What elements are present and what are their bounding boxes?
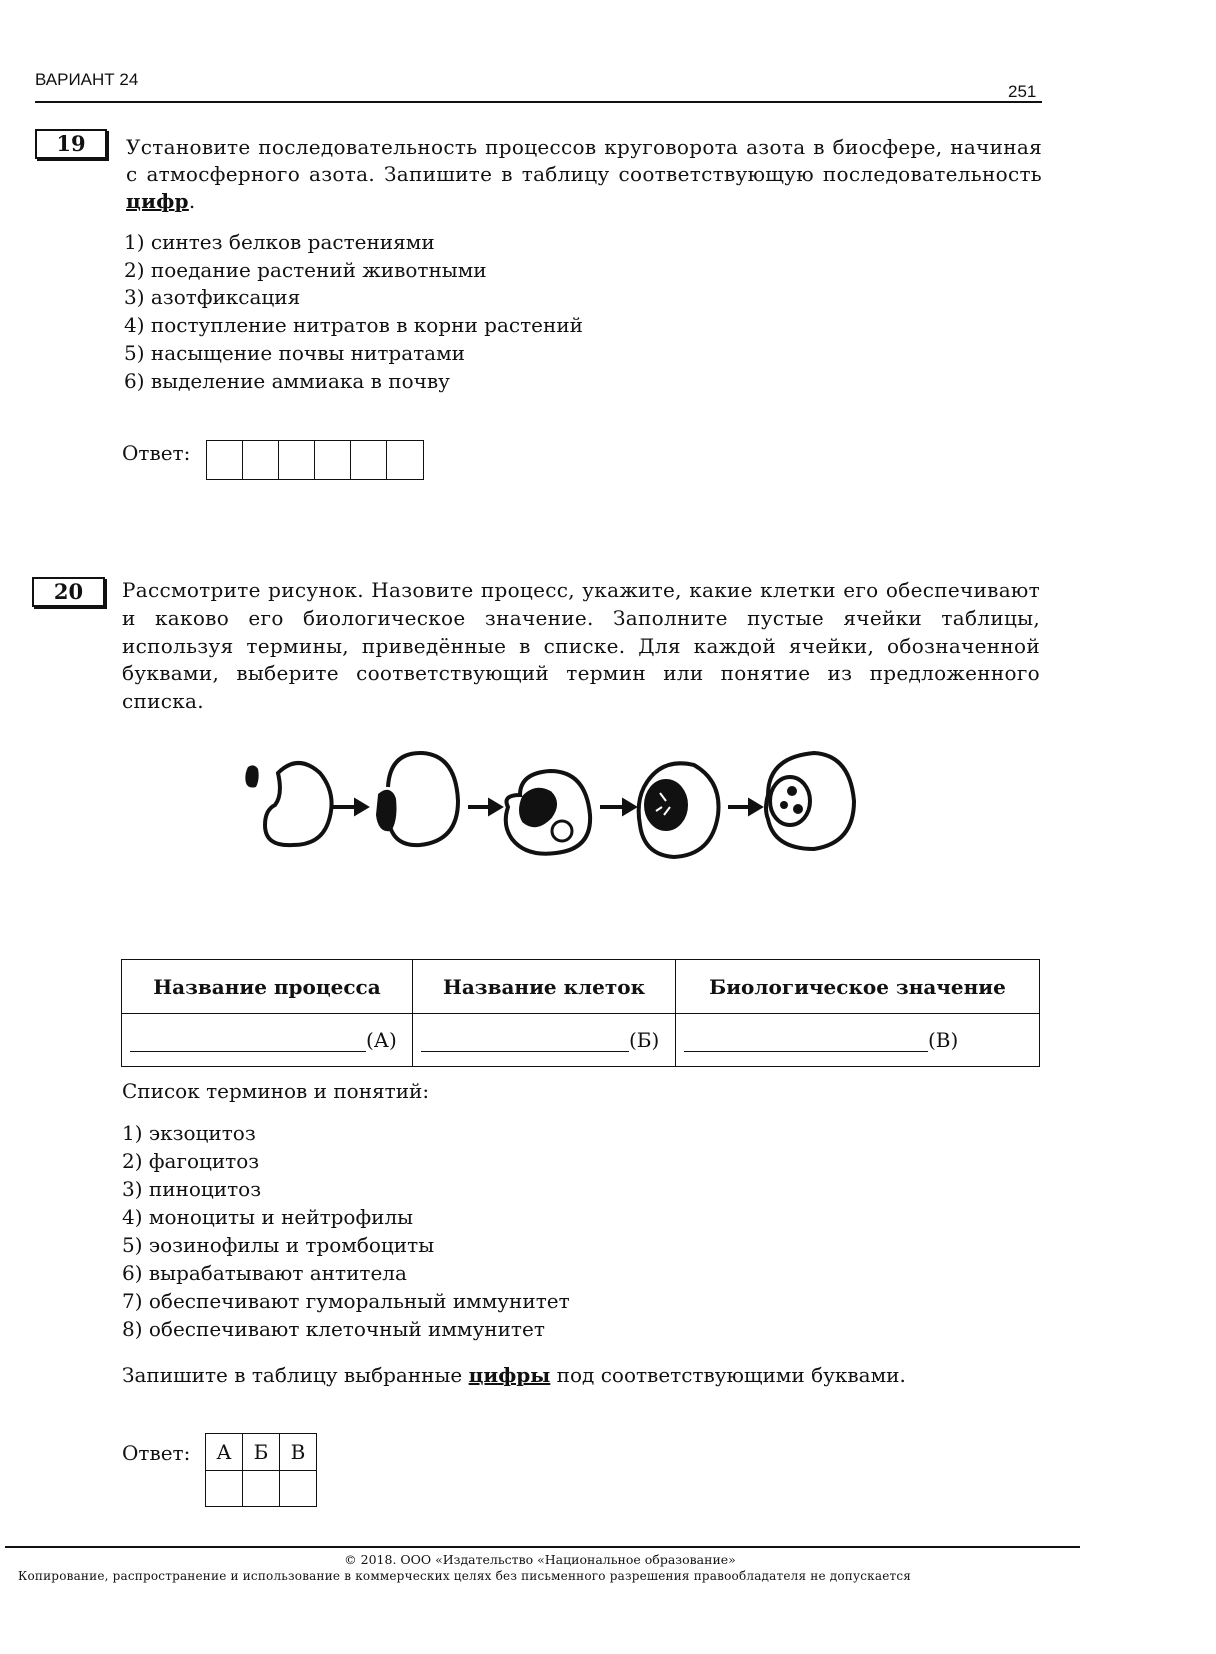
answer-cell[interactable] bbox=[387, 441, 423, 479]
question-text: Установите последовательность процессов круговорота азота в биосфере, начиная с атмосферного азота. Запишите в таблицу соответствующую последовательность bbox=[126, 135, 1042, 186]
cell-letter: (В) bbox=[928, 1028, 959, 1052]
question-19-text bbox=[126, 134, 1042, 215]
question-number-20: 20 bbox=[32, 577, 105, 607]
list-item: 8) обеспечивают клеточный иммунитет bbox=[122, 1317, 545, 1341]
question-number-19: 19 bbox=[35, 129, 107, 159]
list-item: 7) обеспечивают гуморальный иммунитет bbox=[122, 1289, 570, 1313]
answer-cell[interactable] bbox=[207, 441, 243, 479]
list-item: 5) эозинофилы и тромбоциты bbox=[122, 1233, 435, 1257]
emphasis: цифры bbox=[468, 1363, 551, 1387]
question-20-table bbox=[121, 959, 1040, 1067]
emphasis: цифр bbox=[126, 189, 189, 213]
page-number: 251 bbox=[1008, 82, 1037, 101]
column-letter: Б bbox=[243, 1434, 280, 1471]
particle bbox=[245, 765, 258, 787]
cell-1 bbox=[265, 763, 332, 845]
footer-notice: Копирование, распространение и использование в коммерческих целях без письменного разрешения правообладателя не допускается bbox=[18, 1569, 912, 1583]
answer-cell[interactable] bbox=[206, 1471, 243, 1507]
footer-copyright: © 2018. ООО «Издательство «Национальное образование» bbox=[344, 1552, 736, 1567]
column-letter: В bbox=[280, 1434, 317, 1471]
list-item: 3) пиноцитоз bbox=[122, 1177, 262, 1201]
instruction-text: под соответствующими буквами. bbox=[550, 1363, 906, 1387]
header-divider bbox=[35, 101, 1042, 103]
table-cell-v[interactable] bbox=[676, 1014, 1040, 1067]
answer-label: Ответ: bbox=[122, 1441, 191, 1465]
instruction bbox=[122, 1362, 906, 1388]
instruction-text: Запишите в таблицу выбранные bbox=[122, 1363, 469, 1387]
list-item: 4) моноциты и нейтрофилы bbox=[122, 1205, 414, 1229]
list-item: 5) насыщение почвы нитратами bbox=[124, 341, 465, 365]
list-item: 6) вырабатывают антитела bbox=[122, 1261, 407, 1285]
answer-cell[interactable] bbox=[351, 441, 387, 479]
question-20-text: Рассмотрите рисунок. Назовите процесс, укажите, какие клетки его обеспечивают и каково его биологическое значение. Заполните пустые ячейки таблицы, используя термины, приведённые в списке. Для каждой ячейки, обозначенной буквами, выберите соответствующий термин или понятие из предложенного списка. bbox=[122, 578, 1040, 714]
list-item: 4) поступление нитратов в корни растений bbox=[124, 313, 583, 337]
answer-cell[interactable] bbox=[243, 441, 279, 479]
list-item: 2) фагоцитоз bbox=[122, 1149, 260, 1173]
footer-divider bbox=[5, 1546, 1080, 1548]
answer-19-grid[interactable] bbox=[206, 440, 424, 480]
table-cell-a[interactable] bbox=[122, 1014, 413, 1067]
column-header: Название клеток bbox=[413, 960, 676, 1014]
column-header: Название процесса bbox=[122, 960, 413, 1014]
variant-label: ВАРИАНТ 24 bbox=[35, 70, 139, 89]
list-item: 3) азотфиксация bbox=[124, 285, 301, 309]
answer-cell[interactable] bbox=[315, 441, 351, 479]
list-item: 1) экзоцитоз bbox=[122, 1121, 256, 1145]
terms-list-title: Список терминов и понятий: bbox=[122, 1079, 430, 1103]
column-letter: А bbox=[206, 1434, 243, 1471]
answer-20-grid bbox=[205, 1433, 317, 1507]
cell-letter: (Б) bbox=[629, 1028, 660, 1052]
phagocytosis-figure bbox=[240, 745, 880, 865]
table-cell-b[interactable] bbox=[413, 1014, 676, 1067]
punctuation: . bbox=[188, 189, 196, 213]
answer-cell[interactable] bbox=[280, 1471, 317, 1507]
answer-cell[interactable] bbox=[279, 441, 315, 479]
column-header: Биологическое значение bbox=[676, 960, 1040, 1014]
cell-letter: (А) bbox=[366, 1028, 397, 1052]
cell-2 bbox=[388, 753, 458, 845]
list-item: 1) синтез белков растениями bbox=[124, 230, 435, 254]
answer-cell[interactable] bbox=[243, 1471, 280, 1507]
answer-label: Ответ: bbox=[122, 441, 191, 465]
list-item: 2) поедание растений животными bbox=[124, 258, 487, 282]
list-item: 6) выделение аммиака в почву bbox=[124, 369, 450, 393]
